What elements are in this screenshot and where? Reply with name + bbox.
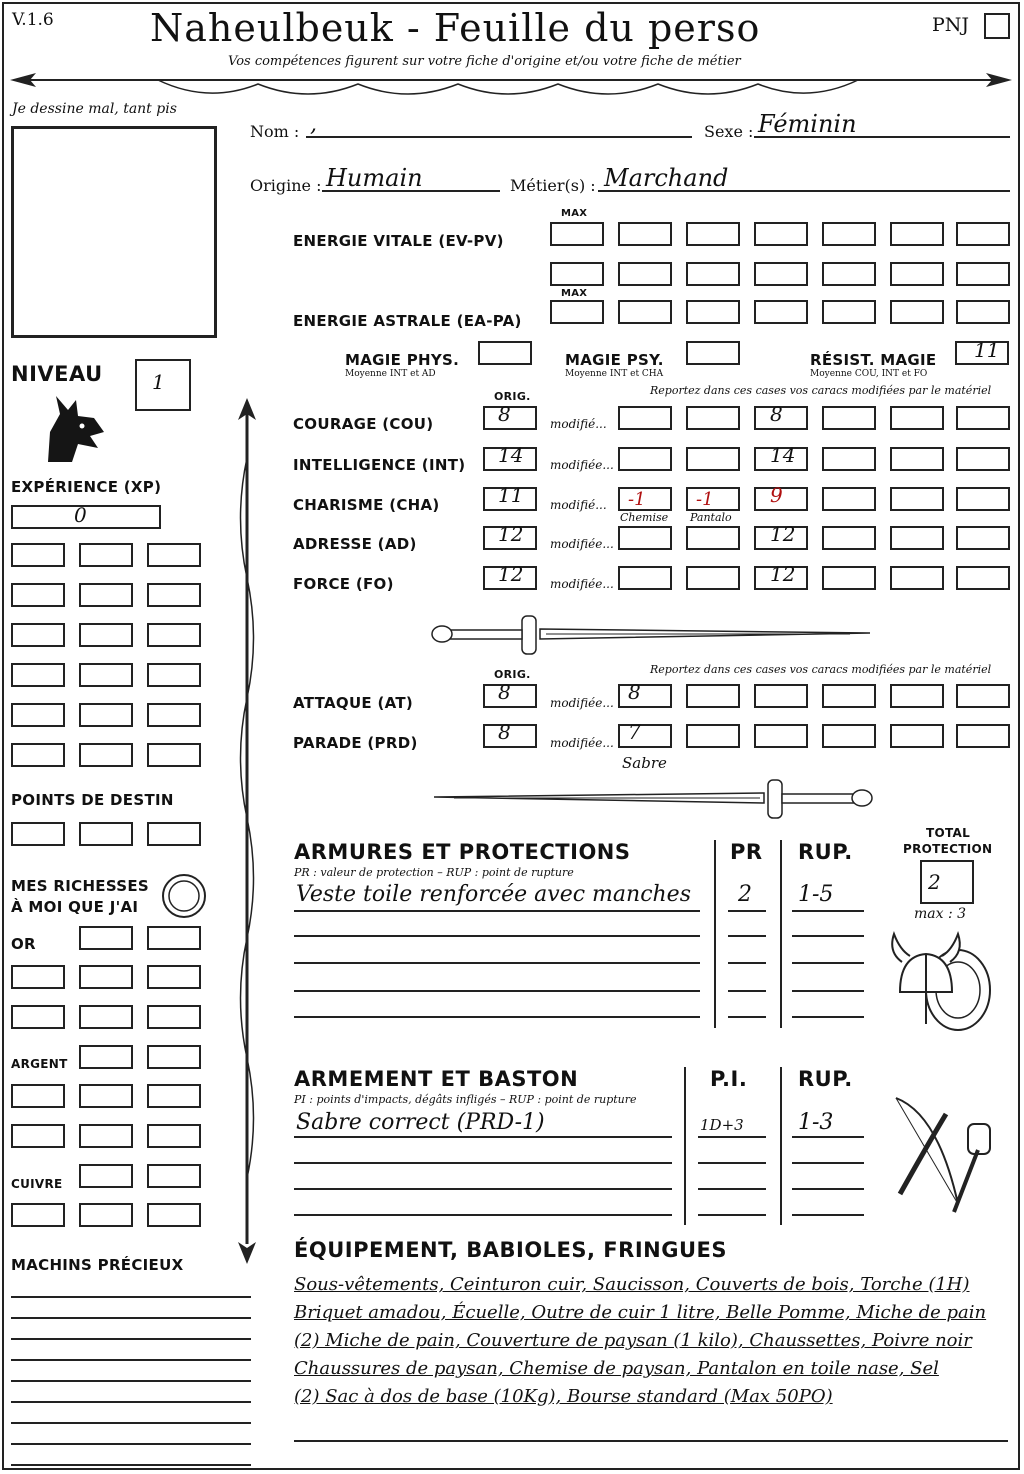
nom-line xyxy=(306,136,692,138)
ea-box[interactable] xyxy=(822,300,876,324)
prd-mod-box[interactable] xyxy=(686,724,740,748)
carac-modifie-label: modifié... xyxy=(550,417,607,431)
resist-magie-value: 11 xyxy=(974,338,1000,362)
prd-mod-box[interactable] xyxy=(618,724,672,748)
armure-pr-line[interactable] xyxy=(728,935,766,937)
resist-magie-label: RÉSIST. MAGIE xyxy=(810,351,937,369)
magie-phys-label: MAGIE PHYS. xyxy=(345,351,460,369)
carac-final-value: 12 xyxy=(770,562,796,586)
armure-rup-line[interactable] xyxy=(792,935,864,937)
carac-orig-value: 12 xyxy=(498,562,524,586)
carac-modifie-label: modifiée... xyxy=(550,537,614,551)
arme-line[interactable] xyxy=(294,1188,672,1190)
ev-max-label: MAX xyxy=(561,208,588,219)
equipement-line[interactable]: (2) Sac à dos de base (10Kg), Bourse standard (Max 50PO) xyxy=(294,1386,833,1407)
prd-modifiee-label: modifiée... xyxy=(550,736,614,750)
carac-mod-box[interactable] xyxy=(956,526,1010,550)
prd-mod-box[interactable] xyxy=(956,724,1010,748)
money-box[interactable] xyxy=(147,1084,201,1108)
sexe-label: Sexe : xyxy=(704,122,754,141)
carac-final-value: 14 xyxy=(770,443,796,467)
carac-mod-box[interactable] xyxy=(686,566,740,590)
magie-psy-sub: Moyenne INT et CHA xyxy=(565,369,664,379)
total-protection-label-2: PROTECTION xyxy=(903,842,993,856)
carac-mod-box[interactable] xyxy=(822,526,876,550)
armure-line[interactable] xyxy=(294,990,700,992)
armure-line[interactable] xyxy=(294,935,700,937)
ea-max-label: MAX xyxy=(561,288,588,299)
xp-box[interactable] xyxy=(79,623,133,647)
ev-box[interactable] xyxy=(754,222,808,246)
money-box[interactable] xyxy=(79,1164,133,1188)
carac-orig-value: 8 xyxy=(498,402,511,426)
metier-value[interactable]: Marchand xyxy=(604,164,729,192)
money-box[interactable] xyxy=(79,1084,133,1108)
carac-mod-value: -1 xyxy=(696,489,714,510)
arme-line[interactable] xyxy=(294,1136,672,1138)
carac-mod-box[interactable] xyxy=(822,406,876,430)
xp-box[interactable] xyxy=(147,623,201,647)
at-mod-box[interactable] xyxy=(822,684,876,708)
money-box[interactable] xyxy=(79,1124,133,1148)
precieux-line[interactable] xyxy=(11,1443,251,1445)
version-label: V.1.6 xyxy=(12,10,54,30)
caracs-orig-label: ORIG. xyxy=(494,390,531,403)
xp-box[interactable] xyxy=(11,583,65,607)
magie-phys-sub: Moyenne INT et AD xyxy=(345,369,436,379)
arme-pi[interactable]: 1D+3 xyxy=(700,1116,744,1134)
carac-mod-box[interactable] xyxy=(618,406,672,430)
viking-helmet-shield-icon xyxy=(886,928,996,1038)
xp-box[interactable] xyxy=(79,543,133,567)
spear-icon xyxy=(232,398,262,1264)
sword-icon xyxy=(430,612,876,658)
xp-box[interactable] xyxy=(147,583,201,607)
destin-box[interactable] xyxy=(11,822,65,846)
money-box[interactable] xyxy=(11,1124,65,1148)
carac-orig-value: 11 xyxy=(498,483,524,507)
cuivre-label: CUIVRE xyxy=(11,1177,63,1191)
carac-orig-value: 12 xyxy=(498,522,524,546)
niveau-label: NIVEAU xyxy=(11,362,103,386)
carac-label: CHARISME (CHA) xyxy=(293,496,440,514)
xp-box[interactable] xyxy=(147,543,201,567)
armure-pr-line[interactable] xyxy=(728,910,766,912)
ev-box[interactable] xyxy=(956,222,1010,246)
arme-pi-line[interactable] xyxy=(698,1214,766,1216)
equipement-line[interactable]: Briquet amadou, Écuelle, Outre de cuir 1 litre, Belle Pomme, Miche de pain xyxy=(294,1302,987,1323)
arme-pi-line[interactable] xyxy=(698,1162,766,1164)
armure-pr-line[interactable] xyxy=(728,962,766,964)
destin-label: POINTS DE DESTIN xyxy=(11,791,174,809)
money-box[interactable] xyxy=(11,1005,65,1029)
metier-line xyxy=(598,190,1010,192)
combat-orig-label: ORIG. xyxy=(494,668,531,681)
xp-box[interactable] xyxy=(147,743,201,767)
armure-rup[interactable]: 1-5 xyxy=(798,882,834,907)
carac-mod-box[interactable] xyxy=(890,526,944,550)
carac-mod-box[interactable] xyxy=(686,447,740,471)
arme-line[interactable] xyxy=(294,1214,672,1216)
armure-line[interactable] xyxy=(294,962,700,964)
precieux-line[interactable] xyxy=(11,1422,251,1424)
magie-psy-label: MAGIE PSY. xyxy=(565,351,664,369)
nom-value[interactable]: , xyxy=(310,112,317,137)
at-mod-box[interactable] xyxy=(890,684,944,708)
prd-mod-box[interactable] xyxy=(754,724,808,748)
precieux-line[interactable] xyxy=(11,1401,251,1403)
xp-value: 0 xyxy=(74,503,87,527)
arme-pi-line[interactable] xyxy=(698,1136,766,1138)
arme-rup[interactable]: 1-3 xyxy=(798,1110,834,1135)
at-mod-box[interactable] xyxy=(618,684,672,708)
money-box[interactable] xyxy=(11,1203,65,1227)
ea-box[interactable] xyxy=(754,300,808,324)
carac-mod-box[interactable] xyxy=(822,447,876,471)
precieux-line[interactable] xyxy=(11,1338,251,1340)
carac-mod-box[interactable] xyxy=(822,487,876,511)
xp-box[interactable] xyxy=(147,703,201,727)
carac-modifie-label: modifiée... xyxy=(550,458,614,472)
money-box[interactable] xyxy=(147,1203,201,1227)
carac-label: COURAGE (COU) xyxy=(293,415,434,433)
argent-label: ARGENT xyxy=(11,1057,68,1071)
ea-box[interactable] xyxy=(956,300,1010,324)
ev-box[interactable] xyxy=(686,262,740,286)
metier-label: Métier(s) : xyxy=(510,176,596,195)
xp-box[interactable] xyxy=(79,703,133,727)
ea-box[interactable] xyxy=(890,300,944,324)
carac-mod-box[interactable] xyxy=(890,487,944,511)
xp-box[interactable] xyxy=(147,663,201,687)
carac-mod-box[interactable] xyxy=(686,526,740,550)
arme-rup-line[interactable] xyxy=(792,1214,864,1216)
armure-pr[interactable]: 2 xyxy=(738,882,752,907)
arme-rup-line[interactable] xyxy=(792,1162,864,1164)
precieux-line[interactable] xyxy=(11,1359,251,1361)
pnj-label: PNJ xyxy=(932,14,970,36)
carac-label: ADRESSE (AD) xyxy=(293,535,417,553)
carac-mod-box[interactable] xyxy=(618,526,672,550)
armement-divider xyxy=(684,1067,686,1225)
precieux-line[interactable] xyxy=(11,1317,251,1319)
total-protection-max: max : 3 xyxy=(914,906,967,922)
armement-sub: PI : points d'impacts, dégâts infligés – RUP : point de rupture xyxy=(294,1093,637,1106)
origine-label: Origine : xyxy=(250,176,322,195)
carac-modifie-label: modifiée... xyxy=(550,577,614,591)
portrait-box[interactable] xyxy=(11,126,217,338)
carac-mod-box[interactable] xyxy=(890,566,944,590)
equipement-empty-line[interactable] xyxy=(294,1468,1008,1470)
equipement-title: ÉQUIPEMENT, BABIOLES, FRINGUES xyxy=(294,1238,727,1262)
ev-box[interactable] xyxy=(618,222,672,246)
richesses-label-1: MES RICHESSES xyxy=(11,877,150,895)
at-mod-value: 8 xyxy=(628,680,641,704)
combat-note: Reportez dans ces cases vos caracs modifiées par le matériel xyxy=(650,663,992,676)
carac-final-value: 8 xyxy=(770,402,783,426)
portrait-caption: Je dessine mal, tant pis xyxy=(12,101,177,117)
origine-value[interactable]: Humain xyxy=(326,164,423,192)
armement-divider xyxy=(780,1067,782,1225)
pnj-checkbox[interactable] xyxy=(984,13,1010,39)
sexe-line xyxy=(754,136,1010,138)
money-box[interactable] xyxy=(79,926,133,950)
weapons-icon xyxy=(888,1094,1004,1218)
ev-label: ENERGIE VITALE (EV-PV) xyxy=(293,232,504,250)
xp-box[interactable] xyxy=(11,543,65,567)
equipement-line[interactable]: Chaussures de paysan, Chemise de paysan, Pantalon en toile nase, Sel xyxy=(294,1358,939,1379)
xp-box[interactable] xyxy=(79,663,133,687)
caracs-note: Reportez dans ces cases vos caracs modifiées par le matériel xyxy=(650,384,992,397)
arme-pi-line[interactable] xyxy=(698,1188,766,1190)
ev-box[interactable] xyxy=(550,262,604,286)
armure-line[interactable] xyxy=(294,910,700,912)
xp-box[interactable] xyxy=(11,743,65,767)
ev-box[interactable] xyxy=(822,222,876,246)
prd-mod-box[interactable] xyxy=(890,724,944,748)
armure-pr-line[interactable] xyxy=(728,1016,766,1018)
armures-rup-label: RUP. xyxy=(798,840,853,864)
carac-mod-value: -1 xyxy=(628,489,646,510)
precieux-line[interactable] xyxy=(11,1464,251,1466)
prd-orig-value: 8 xyxy=(498,720,511,744)
carac-mod-box[interactable] xyxy=(956,406,1010,430)
armure-rup-line[interactable] xyxy=(792,962,864,964)
armure-rup-line[interactable] xyxy=(792,910,864,912)
armure-item[interactable]: Veste toile renforcée avec manches xyxy=(296,882,691,907)
total-protection-label-1: TOTAL xyxy=(926,826,971,840)
at-modifiee-label: modifiée... xyxy=(550,696,614,710)
xp-box[interactable] xyxy=(11,623,65,647)
ea-box[interactable] xyxy=(686,300,740,324)
money-box[interactable] xyxy=(11,965,65,989)
ev-box[interactable] xyxy=(890,262,944,286)
richesses-label-2: À MOI QUE J'AI xyxy=(11,898,139,916)
armure-line[interactable] xyxy=(294,1016,700,1018)
armure-rup-line[interactable] xyxy=(792,990,864,992)
money-box[interactable] xyxy=(147,1005,201,1029)
at-label: ATTAQUE (AT) xyxy=(293,694,414,712)
arme-rup-line[interactable] xyxy=(792,1188,864,1190)
xp-box[interactable] xyxy=(79,743,133,767)
money-box[interactable] xyxy=(79,1045,133,1069)
armement-pi-label: P.I. xyxy=(710,1067,748,1091)
xp-box[interactable] xyxy=(79,583,133,607)
arme-rup-line[interactable] xyxy=(792,1136,864,1138)
ev-box[interactable] xyxy=(956,262,1010,286)
ea-box[interactable] xyxy=(550,300,604,324)
sexe-value[interactable]: Féminin xyxy=(758,110,857,138)
armure-rup-line[interactable] xyxy=(792,1016,864,1018)
armures-divider xyxy=(714,840,716,1028)
armures-divider xyxy=(780,840,782,1028)
money-box[interactable] xyxy=(147,1045,201,1069)
ea-box[interactable] xyxy=(618,300,672,324)
ev-box[interactable] xyxy=(550,222,604,246)
destin-box[interactable] xyxy=(79,822,133,846)
equipement-empty-line[interactable] xyxy=(294,1440,1008,1442)
armement-rup-label: RUP. xyxy=(798,1067,853,1091)
prd-mod-box[interactable] xyxy=(822,724,876,748)
ev-box[interactable] xyxy=(618,262,672,286)
carac-mod-box[interactable] xyxy=(956,487,1010,511)
carac-modifie-label: modifié... xyxy=(550,498,607,512)
money-box[interactable] xyxy=(147,965,201,989)
at-orig-value: 8 xyxy=(498,680,511,704)
coin-icon xyxy=(160,872,208,920)
nom-label: Nom : xyxy=(250,122,300,141)
total-protection-value: 2 xyxy=(928,870,941,894)
armure-pr-line[interactable] xyxy=(728,990,766,992)
xp-box[interactable] xyxy=(11,663,65,687)
magie-psy-box[interactable] xyxy=(686,341,740,365)
carac-mod-note: Chemise xyxy=(620,511,669,524)
xp-box[interactable] xyxy=(11,703,65,727)
destin-box[interactable] xyxy=(147,822,201,846)
page-subtitle: Vos compétences figurent sur votre fiche d'origine et/ou votre fiche de métier xyxy=(228,54,741,69)
armures-pr-label: PR xyxy=(730,840,763,864)
at-mod-box[interactable] xyxy=(754,684,808,708)
origine-line xyxy=(322,190,500,192)
sword-icon xyxy=(430,776,876,822)
money-box[interactable] xyxy=(11,1084,65,1108)
money-box[interactable] xyxy=(79,1203,133,1227)
carac-mod-note: Pantalo xyxy=(690,511,732,524)
prd-label: PARADE (PRD) xyxy=(293,734,418,752)
precieux-line[interactable] xyxy=(11,1296,251,1298)
carac-orig-value: 14 xyxy=(498,443,524,467)
resist-magie-sub: Moyenne COU, INT et FO xyxy=(810,369,928,379)
ev-box[interactable] xyxy=(686,222,740,246)
money-box[interactable] xyxy=(147,926,201,950)
page-title: Naheulbeuk - Feuille du perso xyxy=(150,6,761,50)
or-label: OR xyxy=(11,935,36,953)
prd-mod-value: 7 xyxy=(628,720,641,744)
at-mod-box[interactable] xyxy=(686,684,740,708)
equipement-line[interactable]: (2) Miche de pain, Couverture de paysan (1 kilo), Chaussettes, Poivre noir xyxy=(294,1330,972,1351)
carac-mod-box[interactable] xyxy=(822,566,876,590)
carac-mod-box[interactable] xyxy=(686,406,740,430)
ea-label: ENERGIE ASTRALE (EA-PA) xyxy=(293,312,522,330)
dragon-icon xyxy=(38,392,108,464)
armures-sub: PR : valeur de protection – RUP : point de rupture xyxy=(294,866,574,879)
arme-line[interactable] xyxy=(294,1162,672,1164)
carac-mod-box[interactable] xyxy=(618,447,672,471)
carac-mod-box[interactable] xyxy=(890,406,944,430)
precieux-label: MACHINS PRÉCIEUX xyxy=(11,1256,184,1274)
xp-label: EXPÉRIENCE (XP) xyxy=(11,478,162,496)
magie-phys-box[interactable] xyxy=(478,341,532,365)
money-box[interactable] xyxy=(79,965,133,989)
ev-box[interactable] xyxy=(890,222,944,246)
prd-note: Sabre xyxy=(622,754,667,772)
equipement-line[interactable]: Sous-vêtements, Ceinturon cuir, Saucisson, Couverts de bois, Torche (1H) xyxy=(294,1274,970,1295)
carac-mod-box[interactable] xyxy=(618,566,672,590)
carac-mod-box[interactable] xyxy=(956,566,1010,590)
armement-title: ARMEMENT ET BASTON xyxy=(294,1067,579,1091)
carac-final-value: 9 xyxy=(770,483,783,507)
at-mod-box[interactable] xyxy=(956,684,1010,708)
precieux-line[interactable] xyxy=(11,1380,251,1382)
carac-mod-box[interactable] xyxy=(890,447,944,471)
money-box[interactable] xyxy=(79,1005,133,1029)
armures-title: ARMURES ET PROTECTIONS xyxy=(294,840,631,864)
carac-label: FORCE (FO) xyxy=(293,575,394,593)
ev-box[interactable] xyxy=(822,262,876,286)
ev-box[interactable] xyxy=(754,262,808,286)
carac-mod-box[interactable] xyxy=(956,447,1010,471)
money-box[interactable] xyxy=(147,1124,201,1148)
niveau-value: 1 xyxy=(152,370,165,394)
carac-final-value: 12 xyxy=(770,522,796,546)
money-box[interactable] xyxy=(147,1164,201,1188)
arme-item[interactable]: Sabre correct (PRD-1) xyxy=(296,1110,545,1135)
carac-label: INTELLIGENCE (INT) xyxy=(293,456,466,474)
